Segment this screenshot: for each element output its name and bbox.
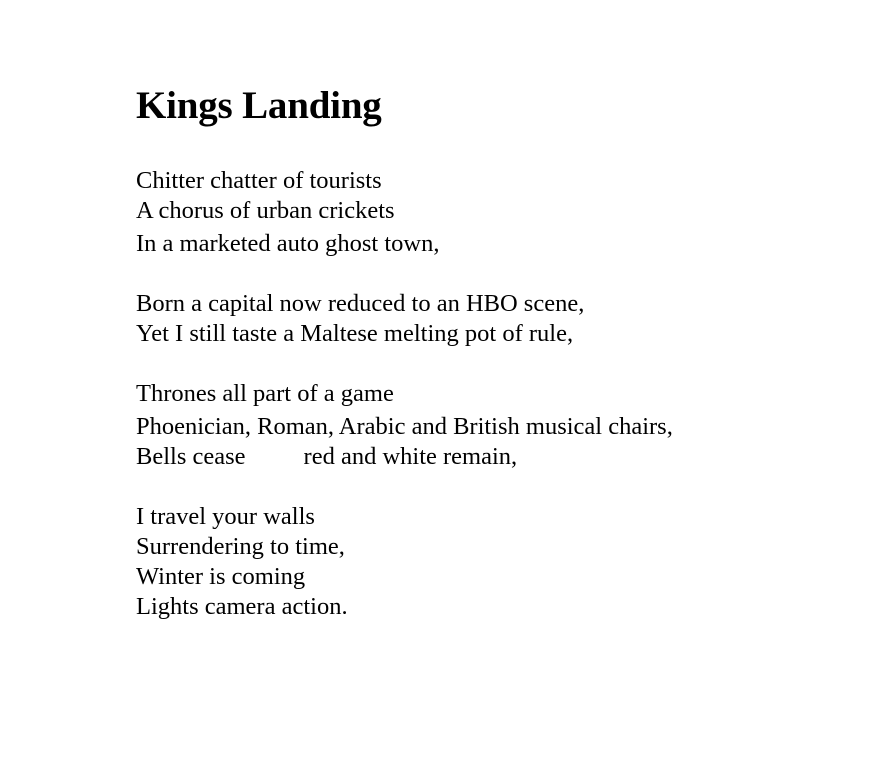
poem-line: Yet I still taste a Maltese melting pot of rule, <box>136 320 574 347</box>
poem-line-fragment: red and white remain, <box>303 443 518 470</box>
poem-line <box>136 442 517 472</box>
poem-line: Phoenician, Roman, Arabic and British musical chairs, <box>136 413 673 440</box>
poem-line: In a marketed auto ghost town, <box>136 230 440 257</box>
poem-title: Kings Landing <box>136 84 382 127</box>
poem-line: A chorus of urban crickets <box>136 197 395 224</box>
poem-line: Surrendering to time, <box>136 533 345 560</box>
poem-line: Thrones all part of a game <box>136 380 394 407</box>
poem-line: Born a capital now reduced to an HBO scene, <box>136 290 585 317</box>
poem-line: Lights camera action. <box>136 593 348 620</box>
poem-line: I travel your walls <box>136 503 315 530</box>
poem-line: Chitter chatter of tourists <box>136 167 382 194</box>
poem-line: Winter is coming <box>136 563 306 590</box>
poem-line-fragment: Bells cease <box>136 443 246 470</box>
